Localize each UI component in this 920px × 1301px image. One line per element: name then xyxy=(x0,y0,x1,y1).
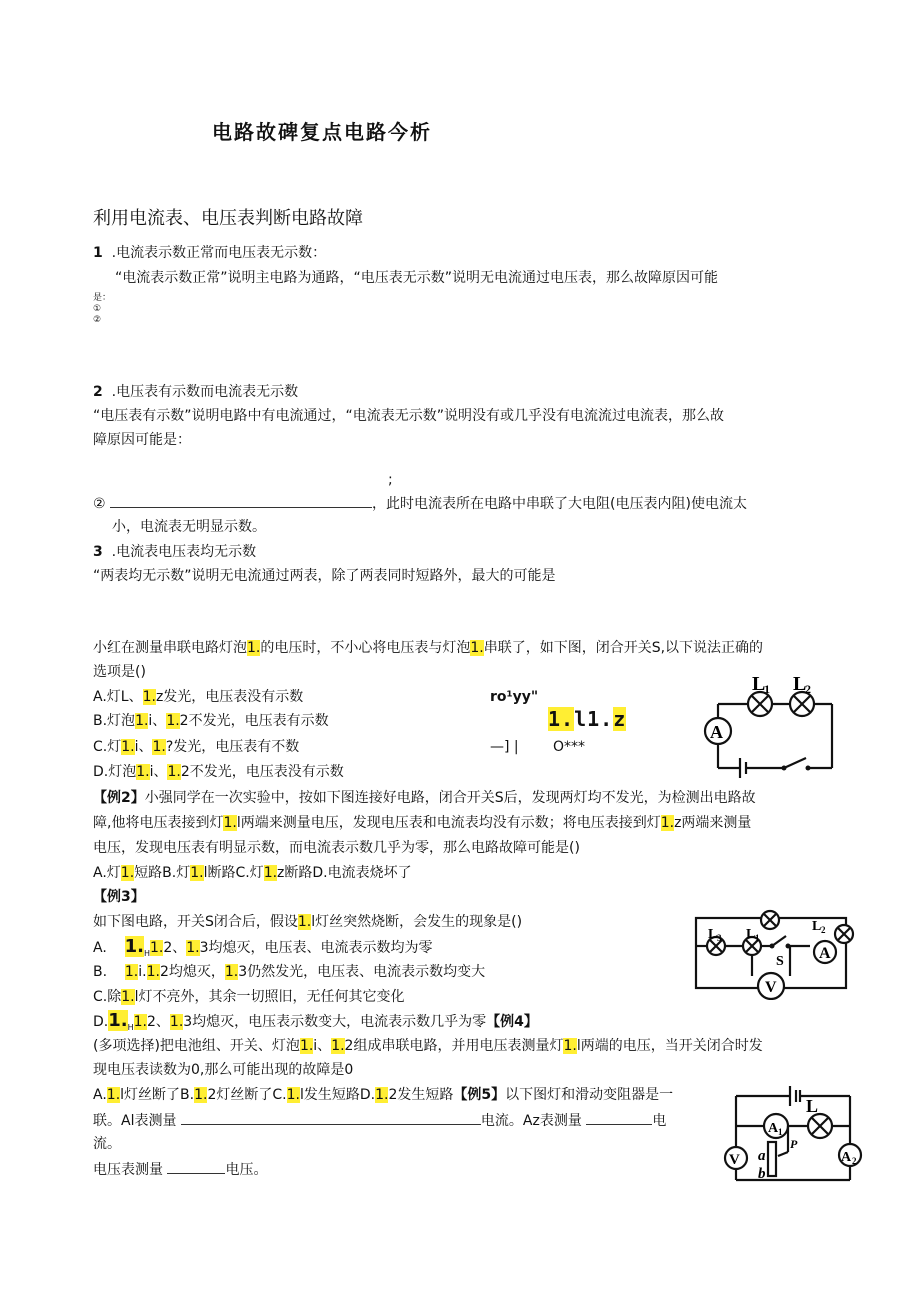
item1-heading: 1 .电流表示数正常而电压表无示数： xyxy=(93,245,327,261)
item1-marks: 是： ① ② xyxy=(93,293,112,325)
item3-desc: “两表均无示数”说明无电流通过两表，除了两表同时短路外，最大的可能是 xyxy=(93,568,556,584)
ex3-option-a[interactable]: A. $1._H1.2$、1.3均熄灭，电压表、电流表示数均为零 xyxy=(93,936,433,958)
ex3-option-d[interactable]: $D.1._H1.2$、1.3均熄灭，电压表示数变大，电流表示数几乎为零【例4】 xyxy=(93,1010,538,1032)
item1-desc: “电流表示数正常”说明主电路为通路，“电压表无示数”说明无电流通过电压表，那么故障原因可能 xyxy=(115,270,719,286)
c2-label-l1: L xyxy=(746,927,756,942)
ex4-options[interactable]: A.1.l灯丝断了B.1.2灯丝断了C.1.l发生短路D.1.2发生短路【例5】以下图灯和滑动变阻器是一 xyxy=(93,1087,674,1103)
c3-label-a1: A xyxy=(768,1121,779,1136)
ex1-option-c[interactable]: C.灯1.i、1.?发光，电压表有不数 xyxy=(93,739,300,755)
circuit-diagram-1 xyxy=(700,668,850,780)
c2-label-a: A xyxy=(819,945,831,962)
c3-label-sub2: 2 xyxy=(852,1156,857,1166)
c3-label-a: a xyxy=(758,1148,766,1164)
ex1-question-line1: 小红在测量串联电路灯泡1.的电压时，不小心将电压表与灯泡1.串联了，如下图，闭合开关S,以下说法正确的 xyxy=(93,640,764,656)
page-title: 电路故碑复点电路今析 xyxy=(212,120,432,144)
ex3-question: 如下图电路，开关S闭合后，假设1.l灯丝突然烧断，会发生的现象是() xyxy=(93,914,523,930)
c2-label-l2: L xyxy=(812,919,822,934)
ex5-line2: 联。Al表测量 电流。Az表测量 电 xyxy=(93,1110,666,1131)
ex3-label: 【例3】 xyxy=(93,889,145,905)
c3-label-sub1: 1 xyxy=(778,1127,783,1137)
ex2-line2: 障,他将电压表接到灯1.l两端来测量电压，发现电压表和电流表均没有示数；将电压表接到灯1.z两端来测量 xyxy=(93,815,752,831)
c1-label-sub2: 2 xyxy=(805,682,811,696)
c2-label-sub1: 1 xyxy=(755,933,760,943)
c2-label-l3: L xyxy=(708,927,718,942)
ex4-line1: (多项选择)把电池组、开关、灯泡1.i、1.2组成串联电路，并用电压表测量灯1.l两端的电压，当开关闭合时发 xyxy=(93,1038,763,1054)
ex2-line3: 电压，发现电压表有明显示数，而电流表示数几乎为零，那么电路故障可能是() xyxy=(93,840,580,856)
ex1-garble-1: ro¹yy" xyxy=(490,689,539,705)
circuit-diagram-2 xyxy=(690,908,860,1000)
c3-label-v: V xyxy=(729,1152,740,1168)
item2-desc2: 障原因可能是： xyxy=(93,432,191,448)
c2-label-sub3: 3 xyxy=(717,933,722,943)
ex1-option-d[interactable]: D.灯泡1.i、1.2不发光，电压表没有示数 xyxy=(93,764,344,780)
ex3-option-c[interactable]: C.除1.l灯不亮外，其余一切照旧，无任何其它变化 xyxy=(93,989,405,1005)
item2-semicolon: ; xyxy=(388,472,393,488)
ex5-line4: 电压表测量 电压。 xyxy=(93,1159,267,1180)
answer-blank-v[interactable] xyxy=(167,1159,225,1174)
c1-label-l2: L xyxy=(793,673,807,695)
c1-label-a: A xyxy=(710,722,723,742)
ex2-options[interactable]: A.灯1.短路B.灯1.l断路C.灯1.z断路D.电流表烧坏了 xyxy=(93,865,412,881)
c3-label-b: b xyxy=(758,1166,766,1182)
ex4-line2: 现电压表读数为0,那么可能出现的故障是0 xyxy=(93,1062,354,1078)
answer-blank-a2[interactable] xyxy=(586,1110,652,1125)
item2-heading: 2 .电压表有示数而电流表无示数 xyxy=(93,384,299,400)
section-heading: 利用电流表、电压表判断电路故障 xyxy=(93,208,363,229)
circuit-diagram-3 xyxy=(716,1082,866,1186)
c1-label-l: L xyxy=(752,673,766,695)
ex3-option-b[interactable]: B. 1.i.1.2均熄灭，1.3仍然发光，电压表、电流表示数均变大 xyxy=(93,964,486,980)
item3-heading: 3 .电流表电压表均无示数 xyxy=(93,544,257,560)
ex1-garble-3: —] | xyxy=(490,739,519,755)
ex1-question-line2: 选项是() xyxy=(93,664,146,680)
c3-label-a2: A xyxy=(841,1150,852,1165)
c2-label-v: V xyxy=(765,979,777,996)
item2-desc1: “电压表有示数”说明电路中有电流通过，“电流表无示数”说明没有或几乎没有电流流过电流表，那么故 xyxy=(93,408,725,424)
item2-blank-line: ② ，此时电流表所在电路中串联了大电阻(电压表内阻)使电流太 xyxy=(93,493,747,514)
ex2-line1: 【例2】小强同学在一次实验中，按如下图连接好电路，闭合开关S后，发现两灯均不发光，为检测出电路故 xyxy=(93,790,756,806)
ex1-garble-2: 1.l1.z xyxy=(548,707,627,731)
item2-tail2: 小，电流表无明显示数。 xyxy=(112,519,266,535)
answer-blank-a1[interactable] xyxy=(181,1110,481,1125)
c3-label-l: L xyxy=(806,1096,819,1116)
c3-label-p: P xyxy=(790,1137,798,1151)
ex1-option-a[interactable]: A.灯L、1.z发光，电压表没有示数 xyxy=(93,689,304,705)
ex5-line3: 流。 xyxy=(93,1136,121,1152)
ex1-garble-4: O*** xyxy=(553,739,586,755)
c2-label-sub2: 2 xyxy=(821,925,826,935)
c1-label-sub1: 1 xyxy=(764,682,770,696)
c2-label-s: S xyxy=(776,954,784,969)
answer-blank[interactable] xyxy=(110,493,372,508)
ex1-option-b[interactable]: B.灯泡1.i、1.2不发光，电压表有示数 xyxy=(93,713,329,729)
